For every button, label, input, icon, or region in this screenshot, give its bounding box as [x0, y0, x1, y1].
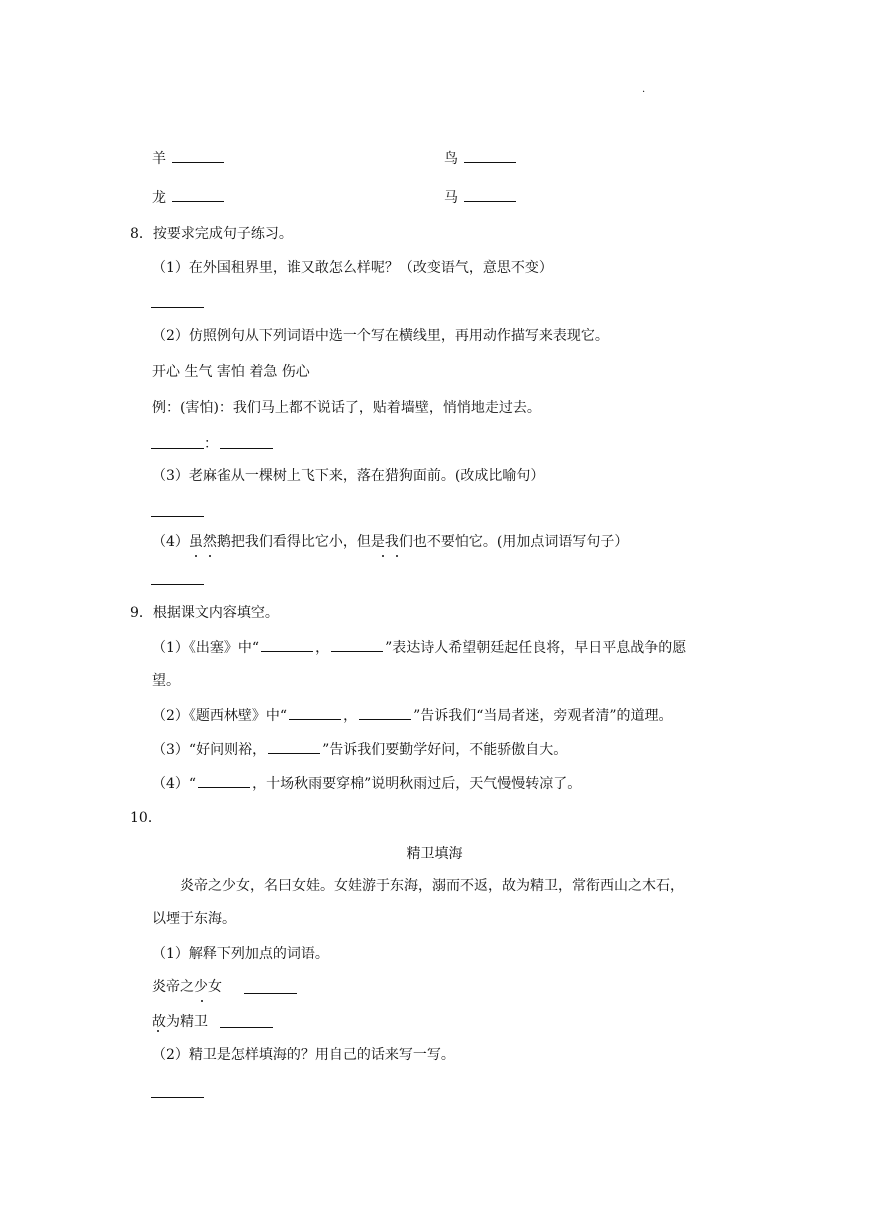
emphasis-dot: [195, 555, 197, 557]
emphasis-dot: [209, 555, 211, 557]
q8-title: 8．按要求完成句子练习。: [130, 226, 293, 242]
text: ，十场秋雨要穿棉”说明秋雨过后，天气慢慢转凉了。: [252, 776, 582, 792]
answer-line[interactable]: [244, 993, 297, 994]
page-mark: .: [642, 84, 646, 95]
answer-blank[interactable]: [331, 637, 383, 652]
animal-long: [152, 187, 226, 208]
answer-blank[interactable]: [289, 705, 341, 720]
answer-blank[interactable]: [359, 705, 411, 720]
text: （4）“: [152, 776, 197, 792]
answer-blank[interactable]: [268, 739, 320, 754]
animal-yang: [152, 148, 226, 169]
animal-label: 羊: [152, 151, 166, 167]
answer-line[interactable]: [220, 1027, 273, 1028]
q10-sub1: （1）解释下列加点的词语。: [152, 946, 329, 962]
answer-line[interactable]: [151, 448, 204, 449]
answer-line[interactable]: [151, 584, 204, 585]
answer-blank[interactable]: [464, 187, 516, 202]
text: ，: [315, 640, 330, 656]
q9-p1: [152, 637, 686, 658]
animal-ma: [444, 187, 518, 208]
text: ”告诉我们“当局者迷，旁观者清”的道理。: [413, 708, 673, 724]
q9-p2: [152, 705, 673, 726]
answer-blank[interactable]: [172, 148, 224, 163]
answer-line[interactable]: [151, 516, 204, 517]
answer-blank[interactable]: [172, 187, 224, 202]
text: ”告诉我们要勤学好问，不能骄傲自大。: [322, 742, 568, 758]
text: （1）《出塞》中“: [152, 640, 260, 656]
q8-s1: （1）在外国租界里，谁又敢怎么样呢？（改变语气，意思不变）: [152, 260, 553, 276]
q9-p4: [152, 773, 581, 794]
word-1: 炎帝之少女: [152, 979, 222, 995]
passage-line-2: 以堙于东海。: [152, 911, 236, 927]
answer-blank[interactable]: [198, 773, 250, 788]
text: （2）《题西林壁》中“: [152, 708, 288, 724]
animal-label: 龙: [152, 190, 166, 206]
answer-line[interactable]: [151, 1097, 204, 1098]
q9-p1-cont: 望。: [152, 673, 180, 689]
animal-label: 马: [444, 190, 458, 206]
text: ”表达诗人希望朝廷起任良将，早日平息战争的愿: [385, 640, 687, 656]
emphasis-dot: [382, 555, 384, 557]
answer-line[interactable]: [151, 307, 204, 308]
answer-blank[interactable]: [464, 148, 516, 163]
q8-words: 开心 生气 害怕 着急 伤心: [152, 364, 310, 380]
q8-example: 例：(害怕)：我们马上都不说话了，贴着墙壁，悄悄地走过去。: [152, 400, 541, 416]
answer-line[interactable]: [220, 448, 273, 449]
passage-line-1: 炎帝之少女，名曰女娃。女娃游于东海，溺而不返，故为精卫，常衔西山之木石，: [180, 878, 684, 894]
q8-s3: （3）老麻雀从一棵树上飞下来，落在猎狗面前。(改成比喻句）: [152, 468, 545, 484]
text: ，: [343, 708, 358, 724]
animal-niao: [444, 148, 518, 169]
emphasis-dot: [157, 1030, 159, 1032]
emphasis-dot: [201, 1000, 203, 1002]
q8-s2: （2）仿照例句从下列词语中选一个写在横线里，再用动作描写来表现它。: [152, 328, 609, 344]
word-2: 故为精卫: [152, 1014, 208, 1030]
colon: ：: [204, 436, 218, 452]
passage-title: 精卫填海: [406, 846, 463, 862]
q9-title: 9．根据课文内容填空。: [130, 605, 279, 621]
q10-sub2: （2）精卫是怎样填海的？用自己的话来写一写。: [152, 1047, 455, 1063]
answer-blank[interactable]: [261, 637, 313, 652]
q10-number: 10．: [130, 810, 162, 826]
text: （3）“好问则裕，: [152, 742, 267, 758]
emphasis-dot: [396, 555, 398, 557]
q9-p3: [152, 739, 567, 760]
animal-label: 鸟: [444, 151, 458, 167]
q8-s4: （4）虽然鹅把我们看得比它小，但是我们也不要怕它。(用加点词语写句子）: [152, 534, 629, 550]
